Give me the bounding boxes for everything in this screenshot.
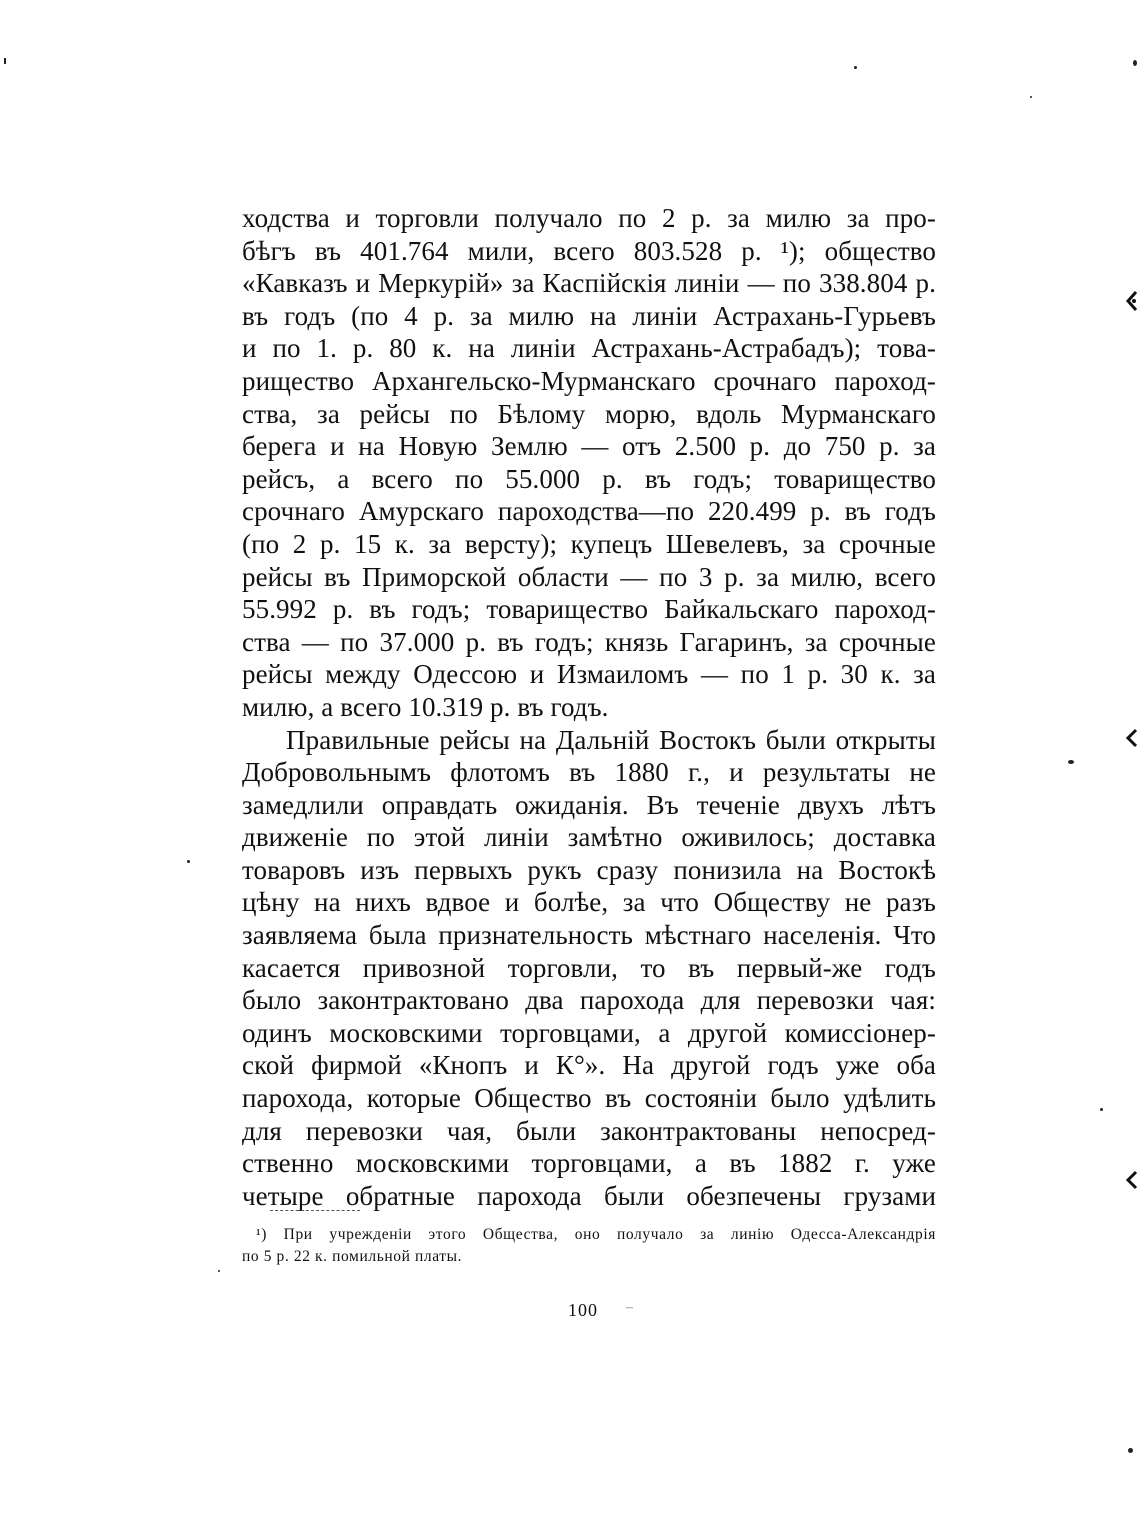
scan-speck [218, 1270, 220, 1272]
text-line: одинъ московскими торговцами, а другой комиссіонер- [242, 1017, 936, 1048]
scan-speck [1100, 1108, 1103, 1111]
text-line: берега и на Новую Землю — отъ 2.500 р. до 750 р. за [242, 431, 936, 462]
footnote-divider [270, 1210, 360, 1211]
scan-speck [854, 66, 857, 69]
scan-speck [1068, 760, 1074, 764]
text-line: рейсы между Одессою и Измаиломъ — по 1 р. 30 к. за [242, 659, 936, 690]
page-number-dash: – [626, 1300, 633, 1315]
text-line: цѣну на нихъ вдвое и болѣе, за что Обществу не разъ [242, 887, 936, 918]
text-line: въ годъ (по 4 р. за милю на линіи Астрахань-Гурьевъ [242, 300, 936, 331]
scan-speck [4, 58, 6, 64]
text-line: для перевозки чая, были законтрактованы непосред- [242, 1115, 936, 1146]
text-line: ства — по 37.000 р. въ годъ; князь Гагаринъ, за срочные [242, 626, 936, 657]
footnote-line: по 5 р. 22 к. помильной платы. [242, 1248, 463, 1265]
text-line: ской фирмой «Кнопъ и К°». На другой годъ уже оба [242, 1050, 936, 1081]
text-line: милю, а всего 10.319 р. въ годъ. [242, 691, 609, 722]
text-line: ственно московскими торговцами, а въ 1882 г. уже [242, 1148, 936, 1179]
text-line: парохода, которые Общество въ состояніи было удѣлить [242, 1083, 936, 1114]
edge-mark-icon [1124, 1170, 1140, 1190]
text-line: (по 2 р. 15 к. за версту); купецъ Шевелевъ, за срочные [242, 528, 936, 559]
text-line: рейсъ, а всего по 55.000 р. въ годъ; товарищество [242, 463, 936, 494]
footnote [242, 1224, 936, 1268]
text-line-paragraph-start: Правильные рейсы на Дальній Востокъ были открыты [286, 724, 936, 755]
edge-mark-icon [1124, 728, 1140, 748]
text-line: Добровольнымъ флотомъ въ 1880 г., и результаты не [242, 757, 936, 788]
text-line: и по 1. р. 80 к. на линіи Астрахань-Астрабадъ); това- [242, 333, 936, 364]
footnote-line: ¹) При учрежденіи этого Общества, оно получало за линію Одесса-Александрія [256, 1226, 936, 1243]
text-line: бѣгъ въ 401.764 мили, всего 803.528 р. ¹); общество [242, 235, 936, 266]
scan-speck [1133, 60, 1137, 66]
scan-speck [1030, 96, 1032, 98]
text-line: «Кавказъ и Меркурій» за Каспійскія линіи — по 338.804 р. [242, 268, 936, 299]
text-line: рейсы въ Приморской области — по 3 р. за милю, всего [242, 561, 936, 592]
text-line: замедлили оправдать ожиданія. Въ теченіе двухъ лѣтъ [242, 789, 936, 820]
text-line: было законтрактовано два парохода для перевозки чая: [242, 985, 936, 1016]
text-line: 55.992 р. въ годъ; товарищество Байкальскаго пароход- [242, 594, 936, 625]
text-line: движеніе по этой линіи замѣтно оживилось; доставка [242, 822, 936, 853]
page-number: 100 [568, 1300, 598, 1320]
edge-mark-icon [1124, 290, 1140, 312]
scan-speck [1128, 1448, 1133, 1453]
text-line: ходства и торговли получало по 2 р. за милю за про- [242, 203, 936, 233]
text-line: рищество Архангельско-Мурманскаго срочнаго пароход- [242, 365, 936, 396]
scan-speck [187, 860, 190, 863]
text-line: четыре обратные парохода были обезпечены грузами [242, 1180, 936, 1211]
text-line: заявляема была признательность мѣстнаго населенія. Что [242, 920, 936, 951]
text-line: срочнаго Амурскаго пароходства—по 220.499 р. въ годъ [242, 496, 936, 527]
text-line: товаровъ изъ первыхъ рукъ сразу понизила на Востокѣ [242, 854, 936, 885]
text-line: ства, за рейсы по Бѣлому морю, вдоль Мурманскаго [242, 398, 936, 429]
text-line: касается привозной торговли, то въ первый-же годъ [242, 952, 936, 983]
body-text [242, 202, 936, 1212]
